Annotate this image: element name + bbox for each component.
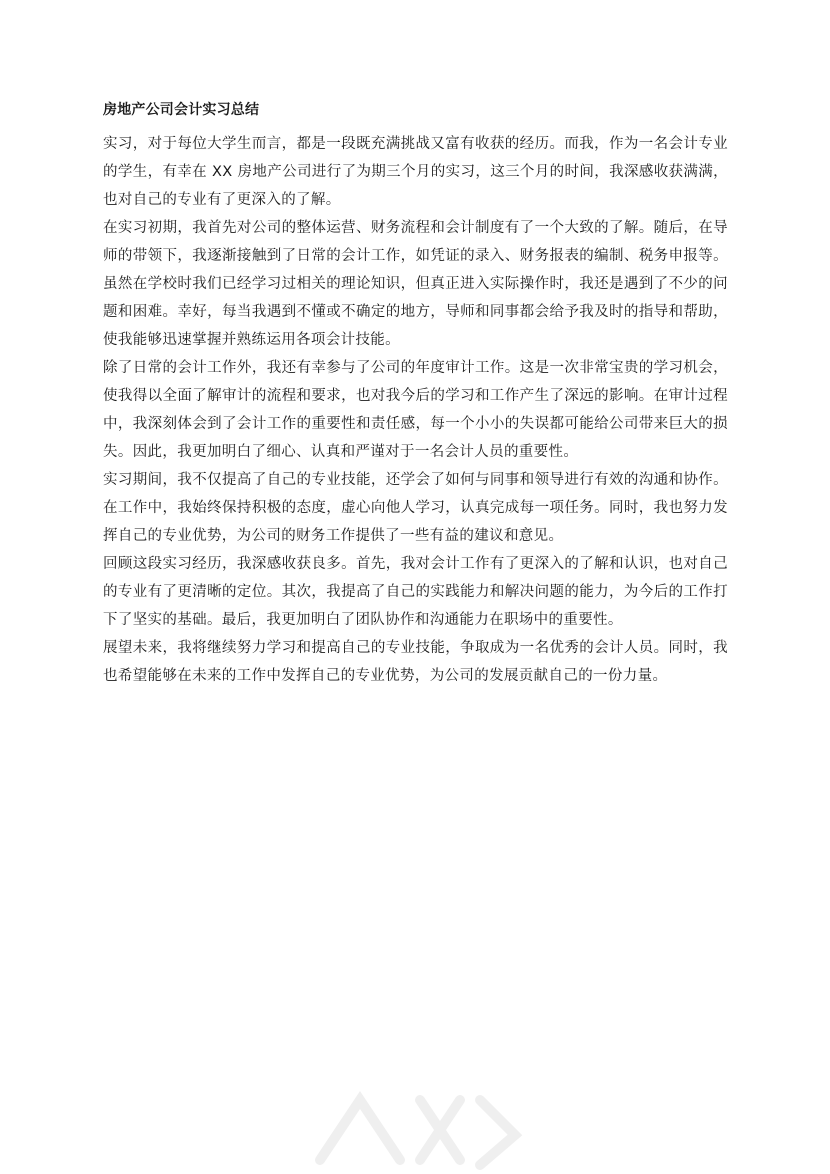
document-title: 房地产公司会计实习总结 bbox=[103, 102, 260, 118]
document-body bbox=[103, 96, 728, 690]
paragraph-1: 实习，对于每位大学生而言，都是一段既充满挑战又富有收获的经历。而我，作为一名会计专业的学生，有幸在 XX 房地产公司进行了为期三个月的实习，这三个月的时间，我深感收获满满，也对自己的专业有了更深入的了解。 bbox=[103, 136, 728, 208]
watermark-graphic bbox=[300, 1080, 530, 1170]
paragraph-5: 回顾这段实习经历，我深感收获良多。首先，我对会计工作有了更深入的了解和认识，也对自己的专业有了更清晰的定位。其次，我提高了自己的实践能力和解决问题的能力，为今后的工作打下了坚实的基础。最后，我更加明白了团队协作和沟通能力在职场中的重要性。 bbox=[103, 556, 728, 628]
paragraph-3: 除了日常的会计工作外，我还有幸参与了公司的年度审计工作。这是一次非常宝贵的学习机会，使我得以全面了解审计的流程和要求，也对我今后的学习和工作产生了深远的影响。在审计过程中，我深刻体会到了会计工作的重要性和责任感，每一个小小的失误都可能给公司带来巨大的损失。因此，我更加明白了细心、认真和严谨对于一名会计人员的重要性。 bbox=[103, 360, 728, 460]
paragraph-6: 展望未来，我将继续努力学习和提高自己的专业技能，争取成为一名优秀的会计人员。同时，我也希望能够在未来的工作中发挥自己的专业优势，为公司的发展贡献自己的一份力量。 bbox=[103, 640, 728, 684]
paragraph-4: 实习期间，我不仅提高了自己的专业技能，还学会了如何与同事和领导进行有效的沟通和协作。在工作中，我始终保持积极的态度，虚心向他人学习，认真完成每一项任务。同时，我也努力发挥自己的专业优势，为公司的财务工作提供了一些有益的建议和意见。 bbox=[103, 472, 728, 544]
paragraph-2: 在实习初期，我首先对公司的整体运营、财务流程和会计制度有了一个大致的了解。随后，在导师的带领下，我逐渐接触到了日常的会计工作，如凭证的录入、财务报表的编制、税务申报等。虽然在学校时我们已经学习过相关的理论知识，但真正进入实际操作时，我还是遇到了不少的问题和困难。幸好，每当我遇到不懂或不确定的地方，导师和同事都会给予我及时的指导和帮助，使我能够迅速掌握并熟练运用各项会计技能。 bbox=[103, 220, 728, 348]
